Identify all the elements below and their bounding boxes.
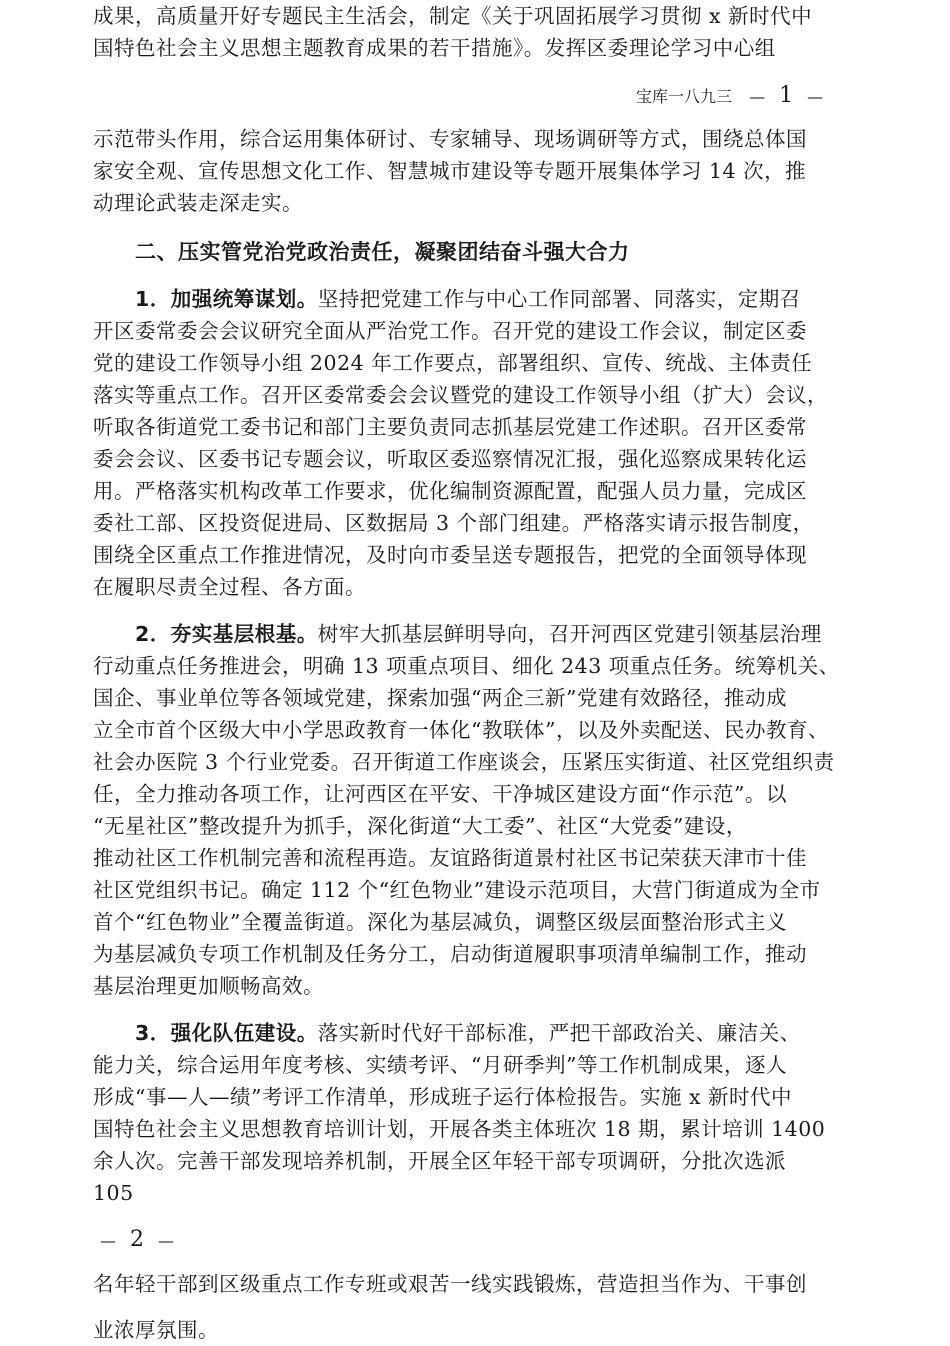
paragraph-line: 行动重点任务推进会，明确 13 项重点项目、细化 243 项重点任务。统筹机关、 xyxy=(93,654,840,678)
paragraph-line: 为基层减负专项工作机制及任务分工，启动街道履职事项清单编制工作，推动 xyxy=(93,942,807,966)
page-footer-1 xyxy=(636,84,823,109)
item-text: 树牢大抓基层鲜明导向，召开河西区党建引领基层治理 xyxy=(317,622,822,646)
dash: — xyxy=(749,87,766,106)
item-1-first-line xyxy=(135,283,801,315)
paragraph-line: 国特色社会主义思想主题教育成果的若干措施》。发挥区委理论学习中心组 xyxy=(93,36,776,60)
paragraph-line: 立全市首个区级大中小学思政教育一体化“教联体”，以及外卖配送、民办教育、 xyxy=(93,718,829,742)
section-heading: 二、压实管党治党政治责任，凝聚团结奋斗强大合力 xyxy=(135,240,630,264)
dash: — xyxy=(100,1231,116,1250)
paragraph-line: 基层治理更加顺畅高效。 xyxy=(93,974,324,998)
paragraph-line: 社区党组织书记。确定 112 个“红色物业”建设示范项目，大营门街道成为全市 xyxy=(93,878,821,902)
item-lead: 2．夯实基层根基。 xyxy=(135,622,318,646)
paragraph-line: 成果，高质量开好专题民主生活会，制定《关于巩固拓展学习贯彻 x 新时代中 xyxy=(93,4,813,28)
item-lead: 3．强化队伍建设。 xyxy=(135,1021,318,1045)
dash: — xyxy=(807,87,824,106)
paragraph-line: 委社工部、区投资促进局、区数据局 3 个部门组建。严格落实请示报告制度， xyxy=(93,511,814,535)
item-lead: 1．加强统筹谋划。 xyxy=(135,287,318,311)
dash: — xyxy=(158,1231,174,1250)
paragraph-line: 社会办医院 3 个行业党委。召开街道工作座谈会，压紧压实街道、社区党组织责 xyxy=(93,750,835,774)
page-number: 2 xyxy=(130,1227,144,1252)
paragraph-line: 委会会议、区委书记专题会议，听取区委巡察情况汇报，强化巡察成果转化运 xyxy=(93,447,807,471)
paragraph-line: 首个“红色物业”全覆盖街道。深化为基层减负，调整区级层面整治形式主义 xyxy=(93,910,787,934)
paragraph-line: 示范带头作用，综合运用集体研讨、专家辅导、现场调研等方式，围绕总体国 xyxy=(93,127,807,151)
paragraph-line: 国企、事业单位等各领域党建，探索加强“两企三新”党建有效路径，推动成 xyxy=(93,686,787,710)
paragraph-line: 名年轻干部到区级重点工作专班或艰苦一线实践锻炼，营造担当作为、干事创 xyxy=(93,1272,807,1296)
paragraph-line: 在履职尽责全过程、各方面。 xyxy=(93,575,366,599)
paragraph-line: 党的建设工作领导小组 2024 年工作要点，部署组织、宣传、统战、主体责任 xyxy=(93,351,813,375)
paragraph-line: 用。严格落实机构改革工作要求，优化编制资源配置，配强人员力量，完成区 xyxy=(93,479,807,503)
paragraph-line: 听取各街道党工委书记和部门主要负责同志抓基层党建工作述职。召开区委常 xyxy=(93,415,807,439)
paragraph-line: 围绕全区重点工作推进情况，及时向市委呈送专题报告，把党的全面领导体现 xyxy=(93,543,807,567)
source-label: 宝库一八九三 xyxy=(636,87,733,106)
page-number: 1 xyxy=(779,83,794,108)
paragraph-line: 能力关，综合运用年度考核、实绩考评、“月研季判”等工作机制成果，逐人 xyxy=(93,1053,787,1077)
paragraph-line: 形成“事—人—绩”考评工作清单，形成班子运行体检报告。实施 x 新时代中 xyxy=(93,1085,793,1109)
paragraph-line: 国特色社会主义思想教育培训计划，开展各类主体班次 18 期，累计培训 1400 xyxy=(93,1117,826,1141)
item-text: 坚持把党建工作与中心工作同部署、同落实，定期召 xyxy=(317,287,801,311)
paragraph-line: 开区委常委会会议研究全面从严治党工作。召开党的建设工作会议，制定区委 xyxy=(93,319,807,343)
paragraph-line: 推动社区工作机制完善和流程再造。友谊路街道景村社区书记荣获天津市十佳 xyxy=(93,846,807,870)
page-footer-2 xyxy=(100,1228,174,1253)
item-3-first-line xyxy=(135,1017,801,1049)
paragraph-line: 落实等重点工作。召开区委常委会会议暨党的建设工作领导小组（扩大）会议， xyxy=(93,383,828,407)
paragraph-line: 任，全力推动各项工作，让河西区在平安、干净城区建设方面“作示范”。以 xyxy=(93,782,787,806)
paragraph-line: 余人次。完善干部发现培养机制，开展全区年轻干部专项调研，分批次选派 xyxy=(93,1149,786,1173)
paragraph-line: “无星社区”整改提升为抓手，深化街道“大工委”、社区“大党委”建设， xyxy=(93,814,747,838)
paragraph-line: 家安全观、宣传思想文化工作、智慧城市建设等专题开展集体学习 14 次，推 xyxy=(93,159,807,183)
paragraph-line: 105 xyxy=(93,1181,134,1205)
item-2-first-line xyxy=(135,618,822,650)
paragraph-line: 动理论武装走深走实。 xyxy=(93,191,303,215)
item-text: 落实新时代好干部标准，严把干部政治关、廉洁关、 xyxy=(317,1021,801,1045)
paragraph-line: 业浓厚氛围。 xyxy=(93,1318,219,1342)
